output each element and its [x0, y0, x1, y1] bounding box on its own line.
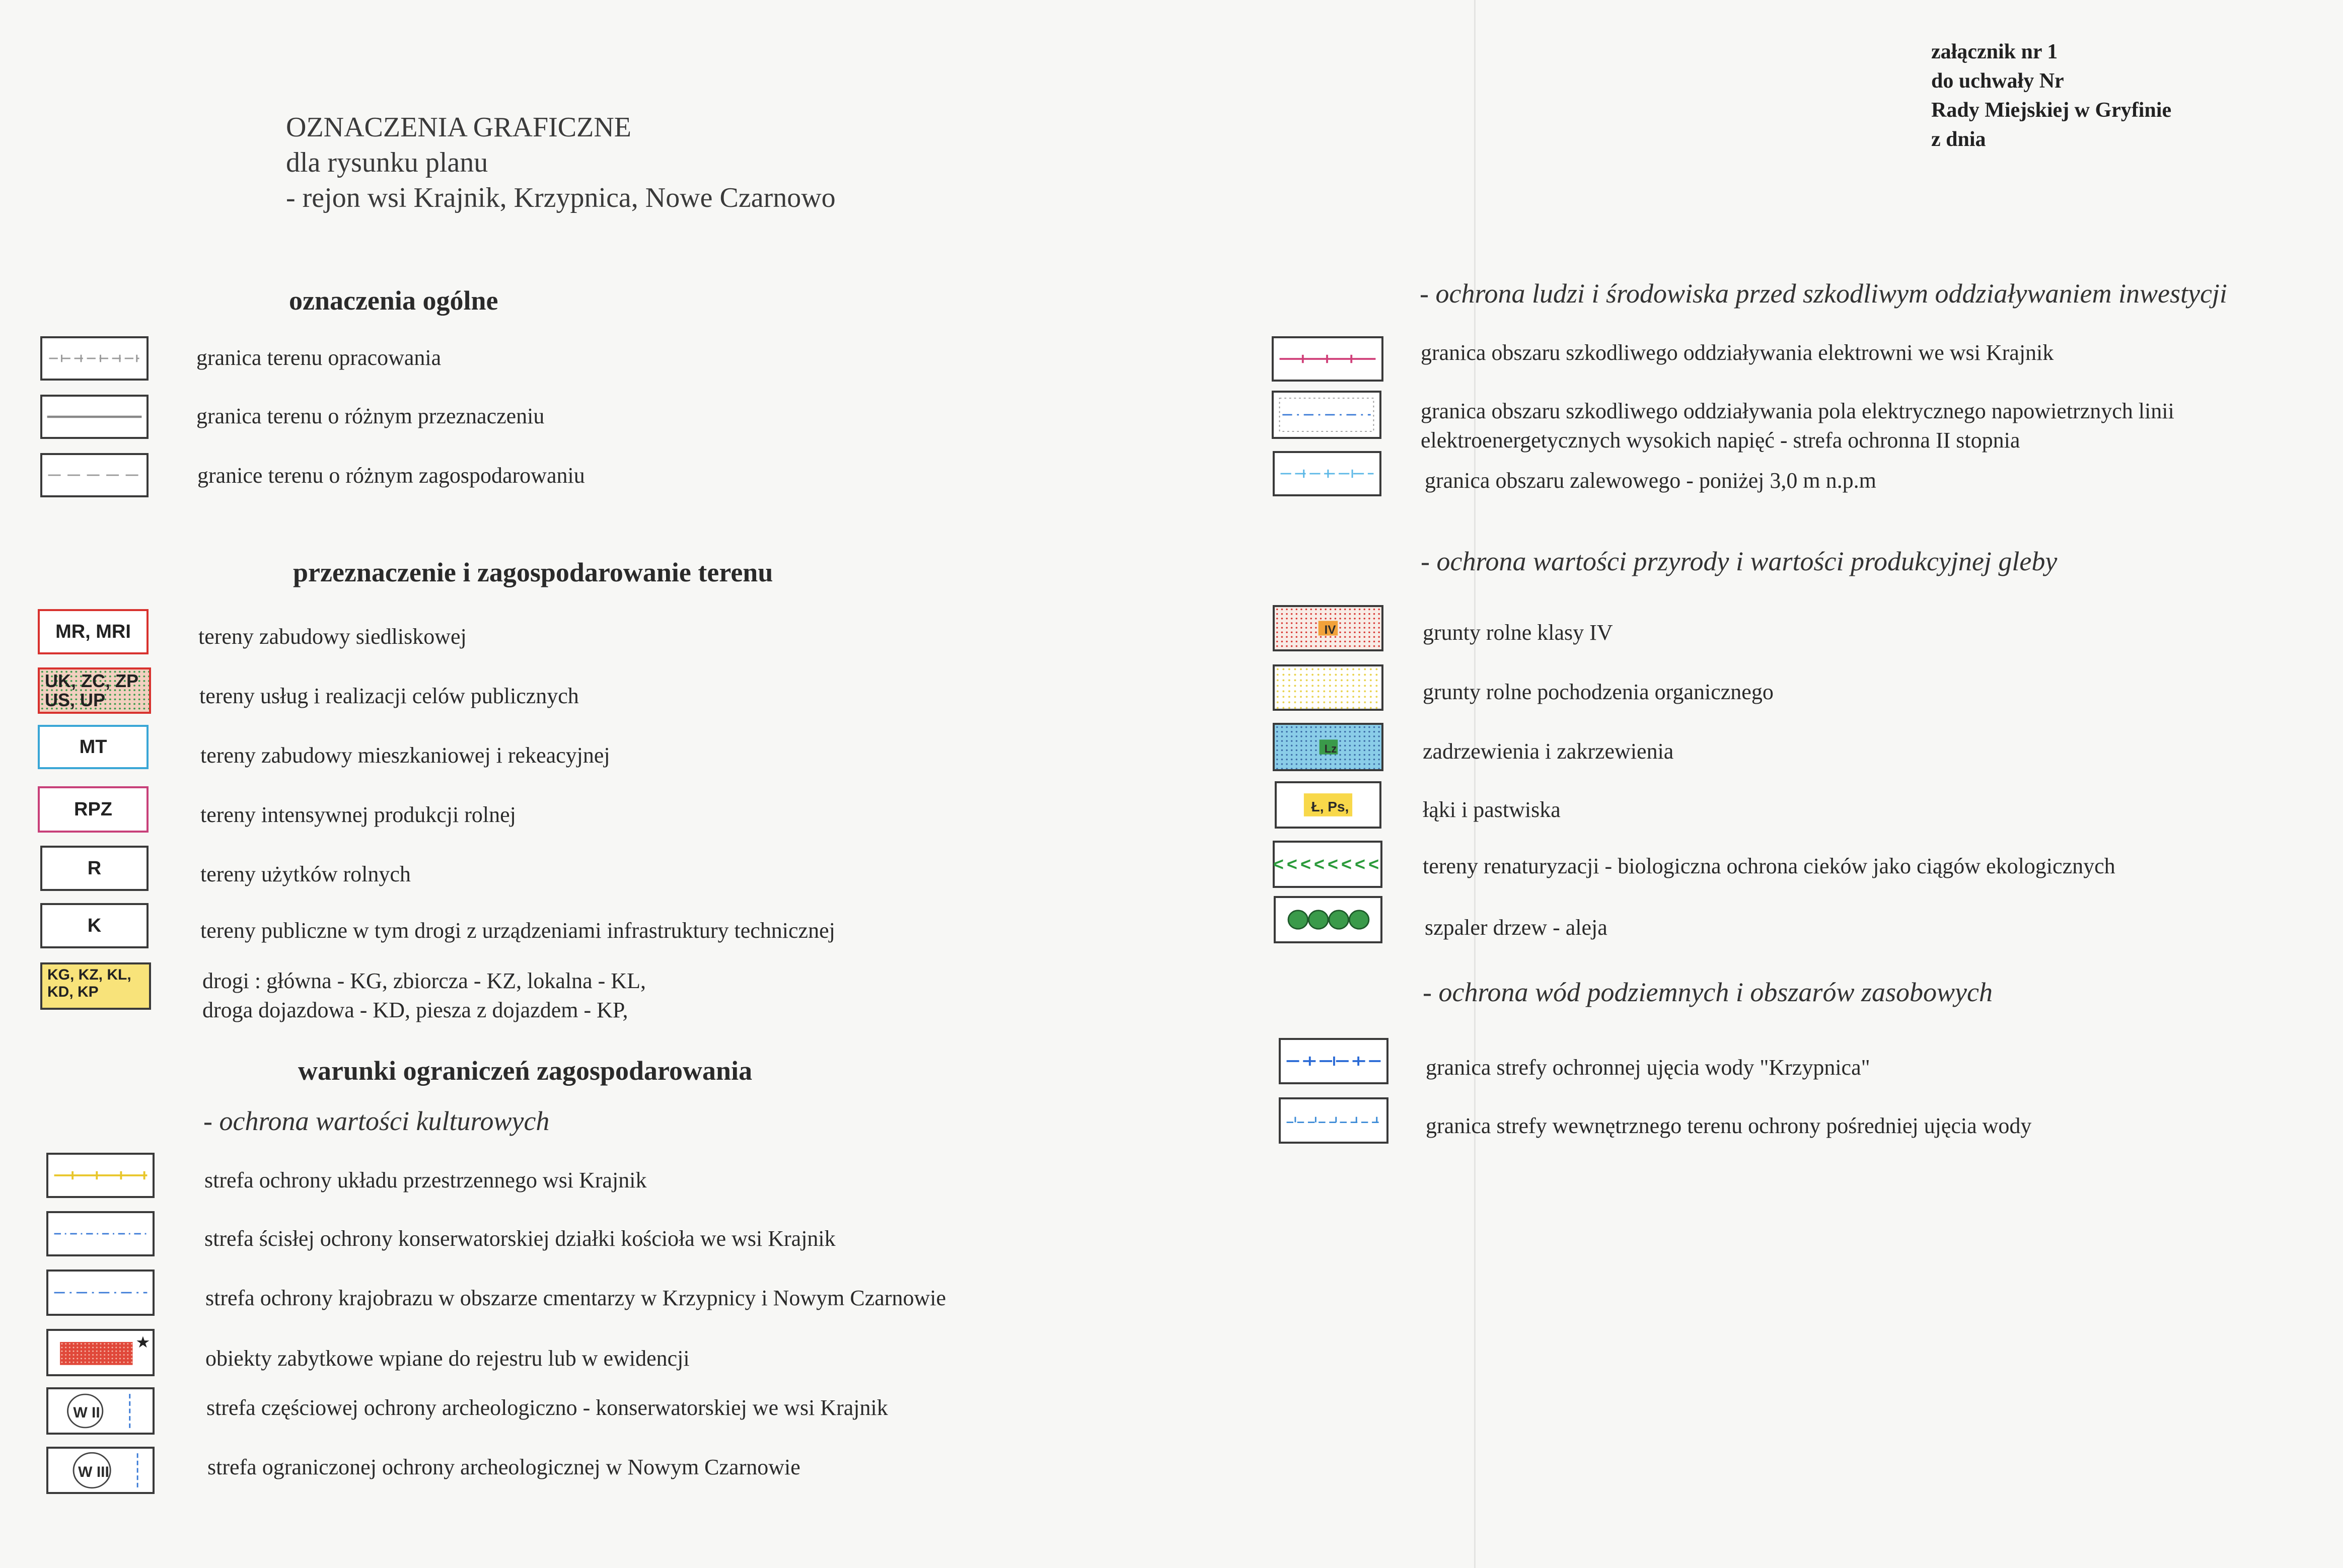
symbol-meadows: [1275, 781, 1381, 829]
blue-long-dash-line-icon: [48, 1272, 153, 1314]
heading-limits: warunki ograniczeń zagospodarowania: [298, 1056, 753, 1086]
code-r: R: [87, 857, 102, 879]
blue-short-tick-line-icon: [1281, 1099, 1386, 1142]
symbol-w2: [46, 1387, 155, 1435]
label-power-lines-line2: elektroenergetycznych wysokich napięć - strefa ochronna II stopnia: [1421, 428, 2020, 453]
solid-line-icon: [42, 397, 147, 437]
attachment-line-2: do uchwały Nr: [1931, 69, 2064, 93]
yellow-dot-pattern-icon: [1275, 666, 1381, 709]
symbol-water-intake: [1279, 1038, 1388, 1084]
red-hatch-star-icon: [48, 1331, 153, 1374]
label-uk: tereny usług i realizacji celów publicznych: [199, 684, 579, 708]
symbol-w3: [46, 1447, 155, 1494]
code-rpz: RPZ: [74, 798, 112, 820]
label-cemetery-landscape: strefa ochrony krajobrazu w obszarze cmentarzy w Krzypnicy i Nowym Czarnowie: [205, 1286, 946, 1310]
symbol-rpz: [38, 786, 149, 833]
symbol-power-lines: [1272, 391, 1381, 439]
symbol-r: [40, 846, 149, 891]
label-roads-line2: droga dojazdowa - KD, piesza z dojazdem - KP,: [202, 998, 628, 1022]
symbol-k: [40, 903, 149, 948]
label-power-lines: [1421, 397, 2174, 455]
symbol-roads: [40, 962, 151, 1010]
label-study-boundary: granica terenu opracowania: [196, 345, 442, 370]
label-rpz: tereny intensywnej produkcji rolnej: [200, 802, 516, 827]
subheading-nature: - ochrona wartości przyrody i wartości produkcyjnej gleby: [1421, 546, 2058, 576]
label-power-lines-line1: granica obszaru szkodliwego oddziaływania pola elektrycznego napowietrznych linii: [1421, 399, 2174, 423]
blue-dash-dot-line-icon: [48, 1213, 153, 1254]
label-renaturisation: tereny renaturyzacji - biologiczna ochrona cieków jako ciągów ekologicznych: [1423, 854, 2115, 878]
label-w3: strefa ograniczonej ochrony archeologicznej w Nowym Czarnowie: [207, 1455, 800, 1479]
symbol-mr: [38, 609, 149, 654]
heading-landuse: przeznaczenie i zagospodarowanie terenu: [293, 557, 773, 587]
label-church-protection: strefa ścisłej ochrony konserwatorskiej działki kościoła we wsi Krajnik: [204, 1226, 836, 1251]
label-mr: tereny zabudowy siedliskowej: [198, 624, 467, 649]
symbol-woodland: [1273, 723, 1383, 771]
label-purpose-boundary: granica terenu o różnym przeznaczeniu: [196, 404, 545, 428]
document-title: [286, 110, 836, 215]
title-line-1: OZNACZENIA GRAFICZNE: [286, 112, 631, 143]
code-soil-iv: IV: [1324, 623, 1336, 637]
symbol-tree-alley: [1274, 896, 1382, 943]
heading-general: oznaczenia ogólne: [289, 285, 498, 316]
label-historic-objects: obiekty zabytkowe wpiane do rejestru lub w ewidencji: [205, 1346, 690, 1371]
light-blue-tick-line-icon: [1275, 453, 1379, 494]
symbol-uk: [38, 667, 151, 714]
code-uk-line1: UK, ZC, ZP: [45, 670, 138, 691]
symbol-spatial-layout: [46, 1153, 155, 1198]
code-roads-line1: KG, KZ, KL,: [47, 966, 131, 983]
code-uk-line2: US, UP: [45, 690, 106, 710]
code-mt: MT: [79, 736, 107, 758]
symbol-purpose-boundary: [40, 395, 149, 439]
label-meadows: łąki i pastwiska: [1423, 797, 1561, 822]
label-k: tereny publiczne w tym drogi z urządzeniami infrastruktury technicznej: [200, 918, 835, 943]
subheading-cultural: - ochrona wartości kulturowych: [203, 1106, 550, 1136]
label-r: tereny użytków rolnych: [200, 862, 411, 886]
code-uk: [40, 669, 149, 712]
title-line-2: dla rysunku planu: [286, 147, 488, 178]
label-woodland: zadrzewienia i zakrzewienia: [1423, 739, 1674, 764]
label-development-boundary: granice terenu o różnym zagospodarowaniu: [197, 463, 585, 488]
symbol-power-plant: [1272, 336, 1383, 382]
tree-row-icon: [1276, 898, 1380, 941]
label-flood-area: granica obszaru zalewowego - poniżej 3,0 m n.p.m: [1425, 468, 1876, 493]
label-water-intake: granica strefy ochronnej ujęcia wody "Krzypnica": [1426, 1055, 1870, 1080]
symbol-cemetery-landscape: [46, 1270, 155, 1316]
code-meadows: Ł, Ps,: [1311, 799, 1349, 814]
blue-cross-line-icon: [1281, 1040, 1386, 1082]
attachment-line-1: załącznik nr 1: [1931, 40, 2058, 63]
code-woodland: Lz: [1324, 742, 1337, 755]
symbol-development-boundary: [40, 453, 149, 497]
symbol-soil-iv: [1273, 605, 1383, 651]
attachment-line-4: z dnia: [1931, 128, 1986, 151]
chevron-row-icon: <<<<<<<<: [1273, 854, 1382, 874]
svg-text:★: ★: [135, 1332, 151, 1352]
symbol-organic-soil: [1273, 664, 1383, 711]
code-roads-line2: KD, KP: [47, 984, 99, 1000]
code-roads: [42, 964, 149, 1003]
subheading-people: - ochrona ludzi i środowiska przed szkodliwym oddziaływaniem inwestycji: [1420, 278, 2227, 309]
code-w3: W III: [78, 1464, 109, 1480]
symbol-indirect-protection: [1279, 1097, 1388, 1144]
label-organic-soil: grunty rolne pochodzenia organicznego: [1423, 680, 1774, 704]
dashed-line-icon: [42, 455, 147, 495]
symbol-church-protection: [46, 1211, 155, 1256]
symbol-flood-area: [1273, 451, 1381, 496]
code-mr: MR, MRI: [55, 621, 131, 642]
label-indirect-protection: granica strefy wewnętrznego terenu ochrony pośredniej ujęcia wody: [1426, 1113, 2032, 1138]
subheading-water: - ochrona wód podziemnych i obszarów zasobowych: [1423, 977, 1993, 1007]
code-w2: W II: [73, 1404, 100, 1421]
symbol-mt: [38, 725, 149, 769]
attachment-line-3: Rady Miejskiej w Gryfinie: [1931, 99, 2172, 122]
code-k: K: [87, 915, 102, 936]
yellow-tick-line-icon: [48, 1155, 153, 1196]
symbol-historic-objects: [46, 1329, 155, 1376]
label-power-plant: granica obszaru szkodliwego oddziaływania elektrowni we wsi Krajnik: [1421, 340, 2054, 365]
dotted-border-dash-line-icon: [1274, 393, 1379, 437]
dash-tick-line-icon: [42, 338, 147, 379]
label-w2: strefa częściowej ochrony archeologiczno - konserwatorskiej we wsi Krajnik: [206, 1395, 888, 1420]
label-roads-line1: drogi : główna - KG, zbiorcza - KZ, lokalna - KL,: [202, 968, 646, 993]
symbol-renaturisation: [1273, 841, 1382, 888]
magenta-tick-line-icon: [1274, 338, 1381, 380]
label-roads: [202, 966, 646, 1025]
attachment-note: [1931, 37, 2171, 154]
label-spatial-layout: strefa ochrony układu przestrzennego wsi Krajnik: [204, 1168, 647, 1192]
symbol-study-boundary: [40, 336, 149, 381]
label-mt: tereny zabudowy mieszkaniowej i rekeacyjnej: [200, 743, 610, 768]
label-tree-alley: szpaler drzew - aleja: [1425, 915, 1607, 940]
title-line-3: - rejon wsi Krajnik, Krzypnica, Nowe Czarnowo: [286, 182, 836, 213]
label-soil-iv: grunty rolne klasy IV: [1423, 620, 1613, 645]
page-fold: [1474, 0, 1476, 1568]
